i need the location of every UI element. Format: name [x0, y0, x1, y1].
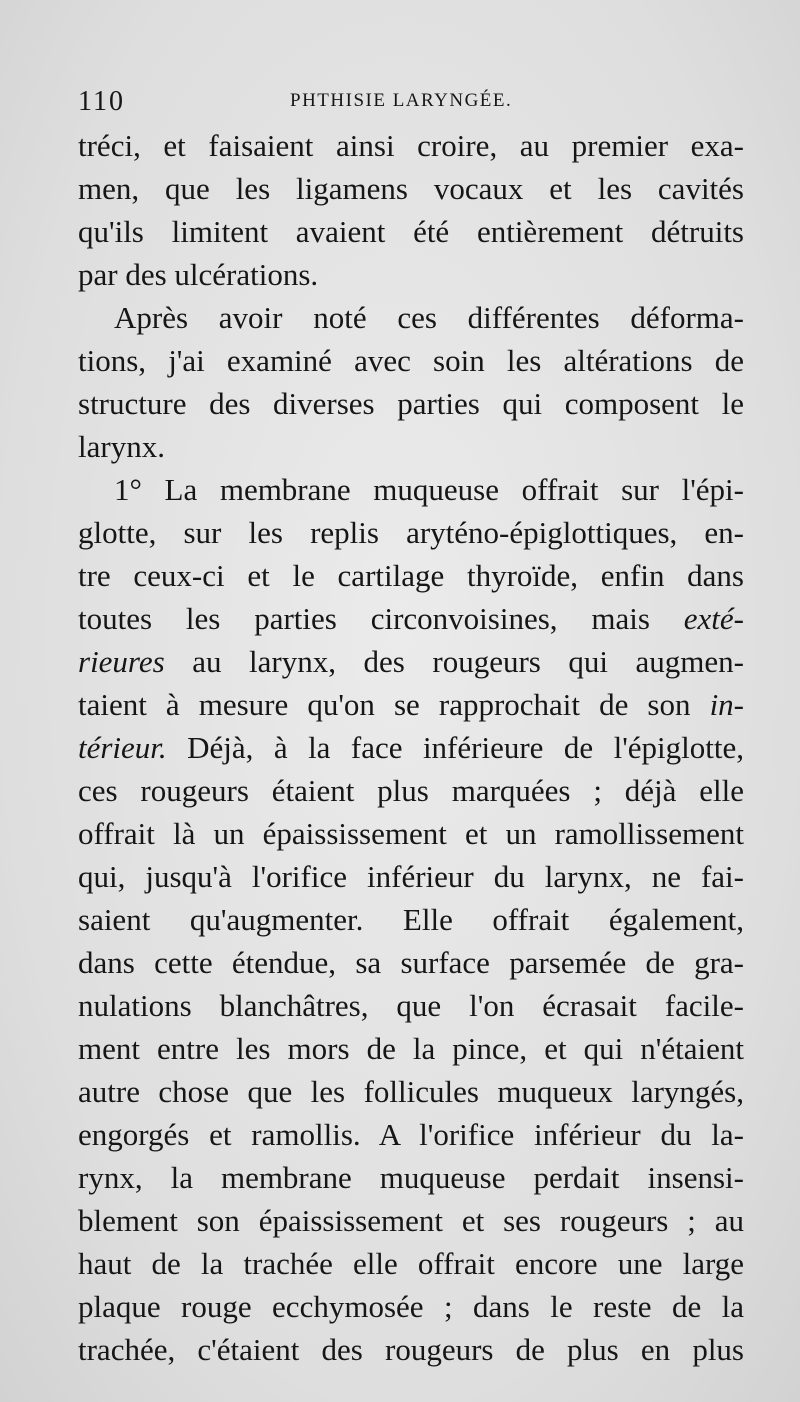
text-line: 1° La membrane muqueuse offrait sur l'épi-	[114, 472, 744, 507]
text-line: glotte, sur les replis aryténo-épiglottiques, en-	[78, 515, 744, 550]
text-line: ces rougeurs étaient plus marquées ; déjà elle	[78, 773, 744, 808]
text-segment: Déjà, à la face inférieure de l'épiglotte,	[187, 730, 744, 765]
text-line: haut de la trachée elle offrait encore une large	[78, 1246, 744, 1281]
text-line: structure des diverses parties qui composent le	[78, 386, 744, 421]
text-line: tre ceux-ci et le cartilage thyroïde, enfin dans	[78, 558, 744, 593]
text-line: autre chose que les follicules muqueux laryngés,	[78, 1074, 744, 1109]
text-line: men, que les ligamens vocaux et les cavités	[78, 171, 744, 206]
text-line: trachée, c'étaient des rougeurs de plus en plus	[78, 1332, 744, 1367]
italic-text: exté-	[683, 601, 744, 636]
text-segment: taient à mesure qu'on se rapprochait de son	[78, 687, 691, 722]
text-line: dans cette étendue, sa surface parsemée de gra-	[78, 945, 744, 980]
text-segment: toutes les parties circonvoisines, mais	[78, 601, 650, 636]
text-line: tions, j'ai examiné avec soin les altérations de	[78, 343, 744, 378]
page-number: 110	[78, 86, 125, 117]
italic-text: in-	[709, 687, 744, 722]
body-text	[78, 124, 744, 1371]
text-line	[78, 597, 744, 640]
text-line: Après avoir noté ces différentes déforma-	[114, 300, 744, 335]
text-line	[78, 640, 744, 683]
text-line: nulations blanchâtres, que l'on écrasait facile-	[78, 988, 744, 1023]
text-line: engorgés et ramollis. A l'orifice inférieur du la-	[78, 1117, 744, 1152]
page-header	[78, 86, 744, 122]
text-line: rynx, la membrane muqueuse perdait insensi-	[78, 1160, 744, 1195]
text-line: plaque rouge ecchymosée ; dans le reste de la	[78, 1289, 744, 1324]
text-line: larynx.	[78, 429, 165, 464]
text-line: offrait là un épaississement et un ramollissement	[78, 816, 744, 851]
text-line: qu'ils limitent avaient été entièrement détruits	[78, 214, 744, 249]
text-line: ment entre les mors de la pince, et qui n'étaient	[78, 1031, 744, 1066]
running-head: PHTHISIE LARYNGÉE.	[290, 90, 513, 111]
text-line	[78, 726, 744, 769]
text-line: blement son épaississement et ses rougeurs ; au	[78, 1203, 744, 1238]
text-line: qui, jusqu'à l'orifice inférieur du larynx, ne fai-	[78, 859, 744, 894]
text-line: saient qu'augmenter. Elle offrait également,	[78, 902, 744, 937]
italic-text: térieur.	[78, 730, 167, 765]
text-line: par des ulcérations.	[78, 257, 319, 292]
text-line	[78, 683, 744, 726]
text-line: tréci, et faisaient ainsi croire, au premier exa-	[78, 128, 744, 163]
text-segment: au larynx, des rougeurs qui augmen-	[192, 644, 744, 679]
italic-text: rieures	[78, 644, 165, 679]
